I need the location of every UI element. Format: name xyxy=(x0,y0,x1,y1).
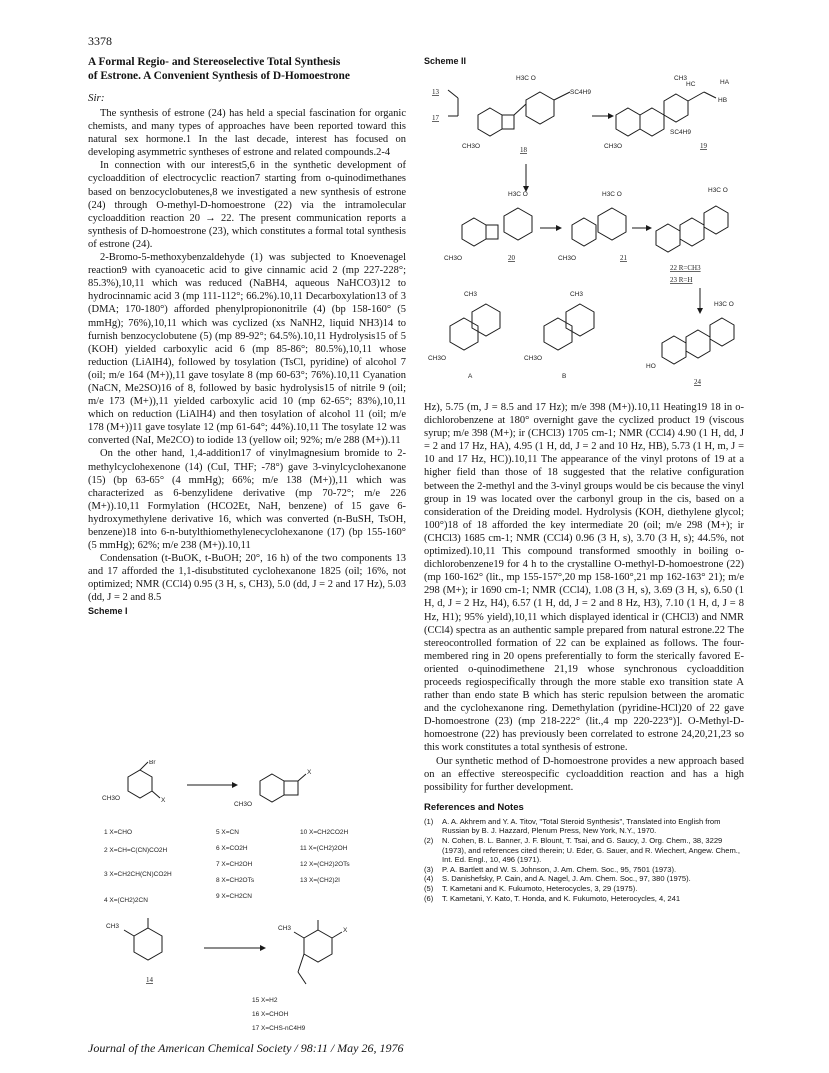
bond-methyl-14 xyxy=(124,930,134,936)
paragraph-intro: The synthesis of estrone (24) has held a special fascination for organic chemists, and many types of approaches have been reported toward this natural sex hormone.1 In the last decade, interest has focused on developing asymmetric syntheses of estrone and related compounds.2-4 xyxy=(88,108,406,159)
label-h3co-18: H3C O xyxy=(516,75,536,82)
label-ch3-14: CH3 xyxy=(106,923,120,930)
bond-br xyxy=(140,762,148,770)
left-column xyxy=(88,56,406,616)
bond-19-vinyl xyxy=(688,92,704,101)
scheme2-drawing xyxy=(424,68,744,390)
reference-item: (3) P. A. Bartlett and W. S. Johnson, J. Am. Chem. Soc., 95, 7501 (1973). xyxy=(424,864,677,874)
label-compound-23: 23 R=H xyxy=(670,276,693,284)
label-compound-13: 13 xyxy=(432,88,439,96)
arrow-20-21-head xyxy=(556,225,562,231)
arrow-18-19-head xyxy=(608,113,614,119)
ring-21-aromatic xyxy=(572,218,596,246)
bond-18-sc4h9 xyxy=(554,92,570,100)
ring-22-a xyxy=(656,224,680,252)
list-item: 15 X=H2 xyxy=(252,997,278,1004)
label-compound-19: 19 xyxy=(700,142,707,150)
list-compounds-15-17 xyxy=(252,997,306,1032)
arrow-2-head xyxy=(260,945,266,951)
ring-20-cyclobutene xyxy=(486,225,498,239)
label-ch3-ts-b: CH3 xyxy=(570,291,584,298)
label-ha-19: HA xyxy=(720,79,730,86)
list-compounds-1-4 xyxy=(104,829,172,904)
bond-vinyl-2 xyxy=(298,972,306,984)
label-ch3-19: CH3 xyxy=(674,75,688,82)
paragraph-continued: Hz), 5.75 (m, J = 8.5 and 17 Hz); m/e 398 (M+)).10,11 Heating19 18 in o-dichlorobenzene at 180° overnight gave the cyclized product 19 (viscous syrup; m/e 398 (M+); ir (CHCl3) 1705 cm-1; NMR (CCl4) 4.90 (1 H, dd, J = 2 and 17 Hz, HA), 4.95 (1 H, dd, J = 2 and 10 Hz, HB), 5.73 (1 H, m, J = 10 and 17 Hz, HC)).10,11 The appearance of the vinyl protons of 19 at a higher field than those of 18 suggested that the relative configuration between the 2-methyl and the 3-vinyl groups would be cis because the vinyl group in 19 was located over the carbonyl group in the cis, based on a consideration of the Dreiding model. Hydrolysis (KOH, diethylene glycol; 100°)18 of 18 afforded the key intermediate 20 (oil; m/e 298 (M+); ir (CHCl3) 1685 cm-1; NMR (CCl4) 0.96 (3 H, s), 3.70 (3 H, s); 44.5%, not optimized).10,11 This compound transformed smoothly in boiling o-dichlorobenzene19 for 4 h to the crystalline O-methyl-D-homoestrone (22) (mp 160-162° (lit., mp 155-157°,20 mp 158-160°,21 mp 162-163° 21); m/e 298 (M+); ir 1690 cm-1; NMR (CCl4), 1.08 (3 H, s), 3.69 (3 H, s), 6.50 (1 H, d, J = 2 Hz, H4), 6.57 (1 H, dd, J = 2 and 8 Hz, H3), 7.10 (1 H, d, J = 8 Hz, H1); 95% yield),10,11 which displayed identical ir (CHCl3) and NMR (CCl4) spectra as an authentic sample prepared from natural estrone.22 The stereocontrolled formation of 22 can be explained as follows. The four-membered ring in 20 opens preferentially to form the sterically favored E-oriented o-quinodimethene 21,19 whose synchronous cycloaddition proceeds regiospecifically through the more stable exo transition state A rather than endo state B which has steric repulsion between the aromatic and the cyclohexanone ring. Demethylation (pyridine-HCl)20 of 22 gave D-homoestrone (23) (mp 218-222° (lit.,4 mp 220-223°)]. O-Methyl-D-homoestrone (22) has previously been correlated to estrone 24,20,21,23 so this work constitutes a total synthesis of estrone. xyxy=(424,402,744,754)
ring-24-c xyxy=(710,318,734,346)
bond-methyl-15 xyxy=(294,932,304,938)
cyclohexanone-ring-15-17 xyxy=(304,930,332,962)
scheme1-label: Scheme I xyxy=(88,605,128,616)
ring-18-aromatic xyxy=(478,108,502,136)
bond-19-vinyl-2 xyxy=(704,92,716,98)
page-number: 3378 xyxy=(88,34,112,48)
label-hb-19: HB xyxy=(718,97,728,104)
label-ch3-ts-a: CH3 xyxy=(464,291,478,298)
bond-x-3 xyxy=(332,932,342,938)
scheme1-figure xyxy=(92,760,408,1035)
bond-vinyl-1 xyxy=(298,954,304,972)
label-ts-a: A xyxy=(468,373,473,380)
reference-item: (1) A. A. Akhrem and Y. A. Titov, "Total Steroid Synthesis", Translated into English from Russian by B. J. Hazzard, Plenum Press, New York, N.Y., 1970. xyxy=(424,816,721,836)
reference-item: (2) N. Cohen, B. L. Banner, J. F. Blount, T. Tsai, and G. Saucy, J. Org. Chem., 38, 3229 (1973), and references cited therein; U. Eder, G. Sauer, and R. Wiechert, Angew. Chem., Int. Ed. Engl., 10, 496 (1971). xyxy=(424,836,740,865)
label-ch3o-ts-a: CH3O xyxy=(428,355,447,362)
list-item: 5 X=CN xyxy=(216,829,239,836)
list-item: 8 X=CH2OTs xyxy=(216,877,255,884)
label-h3co-21: H3C O xyxy=(602,191,622,198)
ring-20-aromatic xyxy=(462,218,486,246)
bond-x-1 xyxy=(152,791,160,798)
list-item: 11 X=(CH2)2OH xyxy=(300,845,348,852)
list-item: 13 X=(CH2)2I xyxy=(300,877,340,884)
list-item: 9 X=CH2CN xyxy=(216,893,252,900)
list-item: 12 X=(CH2)2OTs xyxy=(300,861,350,868)
scheme2-figure xyxy=(424,68,744,390)
scheme2-label: Scheme II xyxy=(424,56,467,66)
label-ch3-15: CH3 xyxy=(278,925,292,932)
ring-24-a xyxy=(662,336,686,364)
label-ho-24: HO xyxy=(646,363,656,370)
list-compounds-5-9 xyxy=(216,829,255,900)
label-compound-18: 18 xyxy=(520,146,527,154)
list-item: 6 X=CO2H xyxy=(216,845,248,852)
paragraph-conclusion: Our synthetic method of D-homoestrone provides a new approach based on an effective stereospecific cycloaddition reaction and has a high possibility for further development. xyxy=(424,755,744,793)
label-h3co-22: H3C O xyxy=(708,187,728,194)
list-item: 7 X=CH2OH xyxy=(216,861,253,868)
list-item: 1 X=CHO xyxy=(104,829,132,836)
ts-a-ring-2 xyxy=(472,304,500,336)
bond-x-2 xyxy=(298,774,306,781)
label-x-3: X xyxy=(343,927,348,934)
ring-19-b xyxy=(640,108,664,136)
ring-19-a xyxy=(616,108,640,136)
ring-22-c xyxy=(704,206,728,234)
article-title xyxy=(88,56,406,83)
label-compound-24: 24 xyxy=(694,378,701,386)
label-hc-19: HC xyxy=(686,81,696,88)
label-ch3o-20: CH3O xyxy=(444,255,463,262)
cyclobutene-ring xyxy=(284,781,298,795)
label-compound-22: 22 R=CH3 xyxy=(670,264,701,272)
arrow-22-24-head xyxy=(697,308,703,314)
label-x-1: X xyxy=(161,797,166,804)
label-x-2: X xyxy=(307,769,312,776)
ring-18-cyclohexanone xyxy=(526,92,554,124)
label-compound-20: 20 xyxy=(508,254,515,262)
label-compound-14: 14 xyxy=(146,976,153,984)
arrow-21-22-head xyxy=(646,225,652,231)
ring-19-c xyxy=(664,94,688,122)
ring-21-cyclohexanone xyxy=(598,208,626,240)
ring-20-cyclohexanone xyxy=(504,208,532,240)
title-line-1: A Formal Regio- and Stereoselective Total Synthesis xyxy=(88,56,341,68)
label-br: Br xyxy=(149,760,156,766)
ring-22-b xyxy=(680,218,704,246)
label-ch3o-2: CH3O xyxy=(234,801,253,808)
label-sc4h9-19: SC4H9 xyxy=(670,129,691,136)
reference-item: (4) S. Danishefsky, P. Cain, and A. Nagel, J. Am. Chem. Soc., 97, 380 (1975). xyxy=(424,874,691,884)
label-h3co-24: H3C O xyxy=(714,301,734,308)
label-compound-21: 21 xyxy=(620,254,627,262)
list-item: 16 X=CHOH xyxy=(252,1011,289,1018)
reference-item: (6) T. Kametani, Y. Kato, T. Honda, and K. Fukumoto, Heterocycles, 4, 241 xyxy=(424,893,681,903)
benzene-ring-5-13 xyxy=(260,774,284,802)
label-ch3o-21: CH3O xyxy=(558,255,577,262)
title-line-2: of Estrone. A Convenient Synthesis of D-Homoestrone xyxy=(88,69,350,82)
label-compound-17: 17 xyxy=(432,114,439,122)
label-ch3o-18: CH3O xyxy=(462,143,481,150)
scheme1-drawing xyxy=(92,760,408,1035)
list-item: 3 X=CH2CH(CN)CO2H xyxy=(104,871,172,878)
arrow-1-head xyxy=(232,782,238,788)
list-item: 17 X=CHS-nC4H9 xyxy=(252,1025,306,1032)
ring-18-cyclobutene xyxy=(502,115,514,129)
salutation: Sir: xyxy=(88,92,105,104)
label-ch3o-19: CH3O xyxy=(604,143,623,150)
list-compounds-10-13 xyxy=(300,829,350,884)
label-h3co-20: H3C O xyxy=(508,191,528,198)
list-item: 10 X=CH2CO2H xyxy=(300,829,349,836)
ts-b-ring-1 xyxy=(544,318,572,350)
journal-footer: Journal of the American Chemical Society / 98:11 / May 26, 1976 xyxy=(88,1041,404,1055)
bond-18-link xyxy=(514,104,526,115)
list-item: 2 X=CH=C(CN)CO2H xyxy=(104,847,168,854)
ts-a-ring-1 xyxy=(450,318,478,350)
references-heading: References and Notes xyxy=(424,801,524,813)
ts-b-ring-2 xyxy=(566,304,594,336)
reference-item: (5) T. Kametani and K. Fukumoto, Heterocycles, 3, 29 (1975). xyxy=(424,883,638,893)
label-sc4h9-18: SC4H9 xyxy=(570,89,591,96)
label-ch3o-1: CH3O xyxy=(102,795,121,802)
paragraph-synthesis-17: On the other hand, 1,4-addition17 of vinylmagnesium bromide to 2-methylcyclohexenone (14) (CuI, THF; -78°) gave 3-vinylcyclohexanone (15) (bp 63-65° (4 mmHg); 66%; m/e 138 (M+)),11 which was characterized as 6-benzylidene derivative (mp 70-72°; m/e 226 (M+)).10,11 Formylation (HCO2Et, NaH, benzene) of 15 gave 6-hydroxymethylene derivative 16, which was converted (n-BuSH, TsOH, benzene)18 into 6-n-butylthiomethylenecyclohexanone (17) (bp 155-160° (5 mmHg); 62%; m/e 238 (M+)).10,11 xyxy=(88,448,406,552)
paragraph-condensation: Condensation (t-BuOK, t-BuOH; 20°, 16 h) of the two components 13 and 17 afforded the 1,1-disubstituted cyclohexanone 1825 (oil; 16%, not optimized; NMR (CCl4) 0.95 (3 H, s, CH3), 5.0 (dd, J = 2 and 17 Hz), 5.03 (dd, J = 2 and 8.5 xyxy=(88,553,406,604)
cyclohexenone-ring-14 xyxy=(134,928,162,960)
label-ts-b: B xyxy=(562,373,567,380)
label-ch3o-ts-b: CH3O xyxy=(524,355,543,362)
ring-24-b xyxy=(686,330,710,358)
bond-13-a xyxy=(448,90,458,98)
paragraph-synthesis-13: 2-Bromo-5-methoxybenzaldehyde (1) was subjected to Knoevenagel reaction9 with cyanoacetic acid to give cinnamic acid 2 (mp 227-228°; 85.3%),10,11 which was reduced (NaBH4, aqueous NaHCO3)12 to hydrocinnamic acid 3 (mp 111-112°; 66.2%).10,11 Decarboxylation13 of 3 (DMA; 170-180°) afforded phenylpropiononitrile (4) (bp 158-160° (5 mmHg); 76%),10,11 which was cyclized (xs NaNH2, liquid NH3)14 to furnish benzocyclobutene (5) (mp 89-92°; 64.5%).10,11 Hydrolysis15 of 5 (KOH) yielded carboxylic acid 6 (mp 85-86°; 80.5%),10,11 whose reduction (LiAlH4), followed by tosylation (TsCl, pyridine) of alcohol 7 (oil; m/e 164 (M+)),11 gave tosylate 8 (mp 60-63°; 76%).10,11 Cyanation (NaCN, Me2SO)16 of 8, followed by basic hydrolysis15 of nitrile 9 (oil; m/e 173 (M+)),11 yielded carboxylic acid 10 (mp 62-65°; 83%),10,11 which on reduction (LiAlH4) and then tosylation of alcohol 11 (oil; m/e 178 (M+))11 gave tosylate 12 (mp 61-64°; 44%).10,11 The tosylate 12 was converted (NaI, Me2CO) to iodide 13 (yellow oil; 92%; m/e 288 (M+)).11 xyxy=(88,252,406,447)
list-item: 4 X=(CH2)2CN xyxy=(104,897,148,904)
benzene-ring-1-4 xyxy=(128,770,152,798)
paragraph-interest: In connection with our interest5,6 in the synthetic development of cycloaddition of electrocyclic reaction7 starting from o-quinodimethanes based on benzocyclobutenes,8 we investigated a new synthesis of estrone (24) through O-methyl-D-homoestrone (22) via the intramolecular cycloaddition reaction 20 → 22. The present communication reports a synthesis of D-homoestrone (23), which constitutes a formal total synthesis of estrone (24). xyxy=(88,160,406,250)
